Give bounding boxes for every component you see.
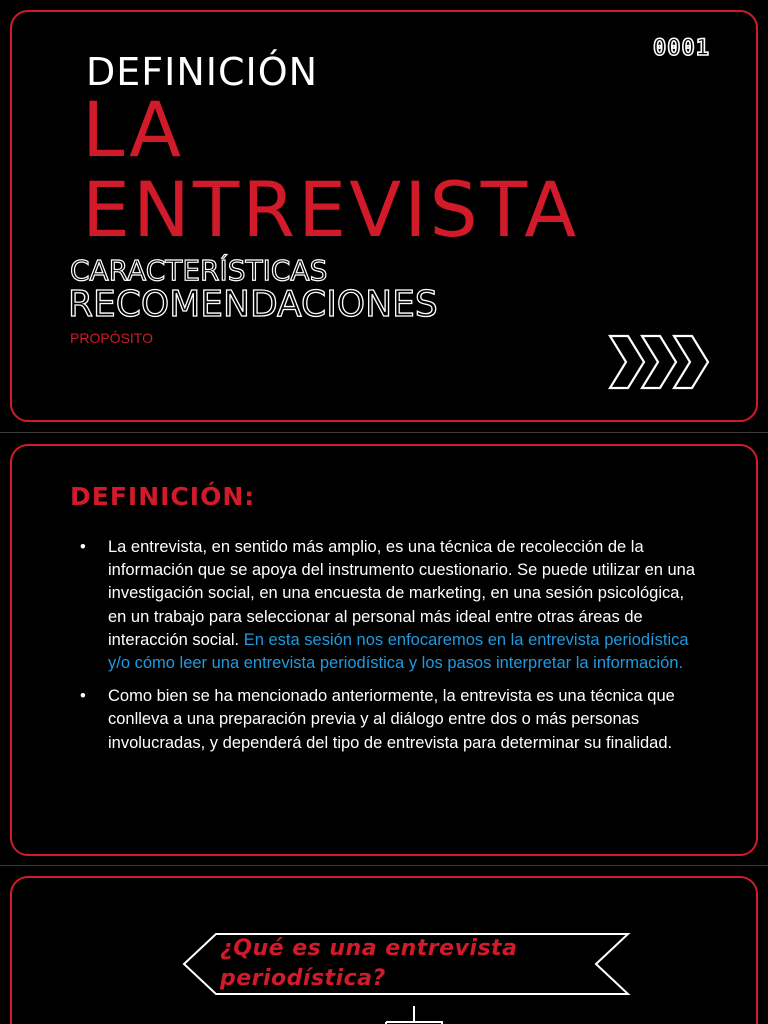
slide-separator [0,432,768,433]
title-slide [10,10,758,422]
list-item [78,536,698,675]
main-title-line1: LA [82,85,185,174]
main-title-line2: ENTREVISTA [82,165,580,254]
list-item [78,685,698,755]
chevrons-right-icon [606,334,718,390]
bullet1-text: La entrevista, en sentido más amplio, es una técnica de recolección de la información que se apoya del instrumento cuestionario. Se puede utilizar en una investigación social, en una encuesta de marketing, en una sesión psicológica, en un trabajo para seleccionar al personal más ideal entre otras áreas de interacción social. [108,538,696,649]
subtitle-recomendaciones: RECOMENDACIONES [68,284,438,325]
definition-slide [10,444,758,856]
definition-list [78,536,698,765]
slide-number: 0001 [653,36,710,61]
slide-kicker: DEFINICIÓN [86,50,319,94]
bullet1-highlight: En esta sesión nos enfocaremos en la entrevista periodística y/o cómo leer una entrevista periodística y los pasos interpretar la información. [108,630,689,673]
bullet2-text: Como bien se ha mencionado anteriormente, la entrevista es una técnica que conlleva a una preparación previa y al diálogo entre dos o más personas involucradas, y dependerá del tipo de entrevista para determinar su finalidad. [108,687,675,752]
connector-line [384,1006,444,1024]
question-title: ¿Qué es una entrevista periodística? [220,936,518,991]
main-title [82,85,580,254]
subtitle-proposito: PROPÓSITO [70,330,153,346]
section-heading: DEFINICIÓN: [70,482,256,511]
slide-separator [0,865,768,866]
question-slide [10,876,758,1024]
subtitle-caracteristicas: CARACTERÍSTICAS [70,254,328,287]
